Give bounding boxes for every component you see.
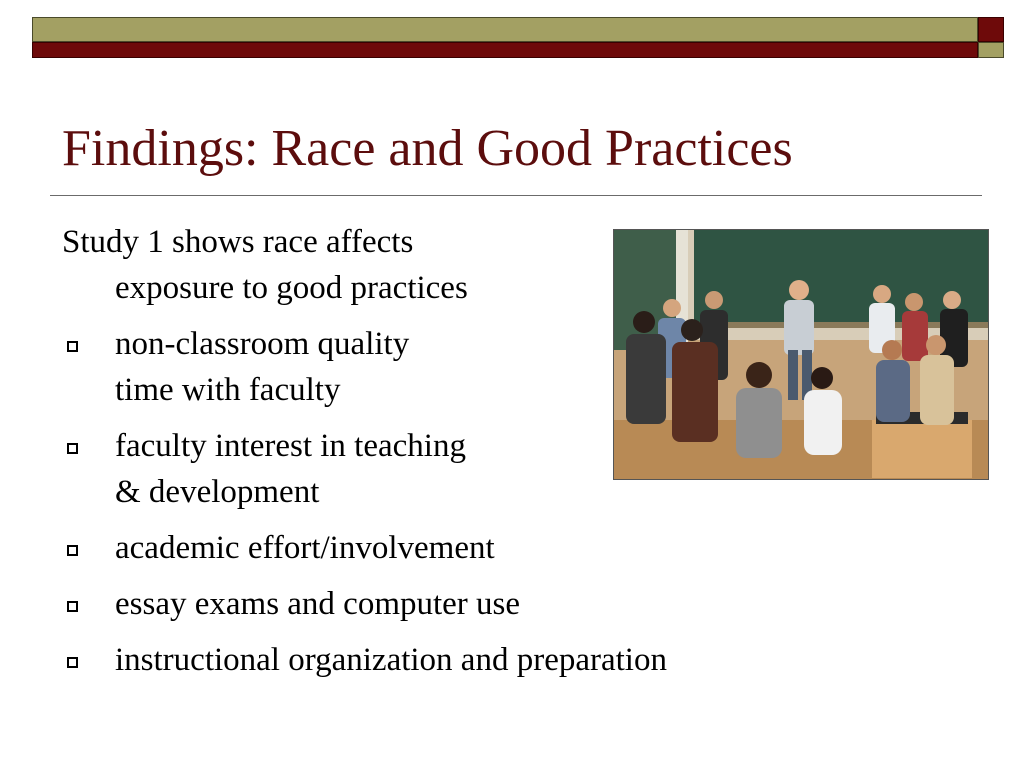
corner-block-olive: [978, 42, 1004, 58]
classroom-group-photo: [613, 229, 989, 480]
hollow-square-bullet-icon: [67, 601, 78, 612]
title-divider: [50, 195, 982, 196]
bullet-2-line-2: & development: [115, 474, 320, 510]
top-bar-olive: [32, 17, 978, 42]
hollow-square-bullet-icon: [67, 657, 78, 668]
hollow-square-bullet-icon: [67, 341, 78, 352]
corner-block-maroon: [978, 17, 1004, 42]
bullet-3-line-1: academic effort/involvement: [115, 530, 495, 566]
bullet-1-line-2: time with faculty: [115, 372, 341, 408]
hollow-square-bullet-icon: [67, 545, 78, 556]
bullet-2-line-1: faculty interest in teaching: [115, 428, 466, 464]
hollow-square-bullet-icon: [67, 443, 78, 454]
top-bar-maroon: [32, 42, 978, 58]
bullet-5-line-1: instructional organization and preparation: [115, 642, 667, 678]
slide-title: Findings: Race and Good Practices: [62, 120, 793, 177]
bullet-1-line-1: non-classroom quality: [115, 326, 410, 362]
bullet-4-line-1: essay exams and computer use: [115, 586, 521, 622]
intro-line-2: exposure to good practices: [115, 270, 468, 306]
top-bar: [32, 17, 978, 57]
intro-line-1: Study 1 shows race affects: [62, 224, 414, 260]
